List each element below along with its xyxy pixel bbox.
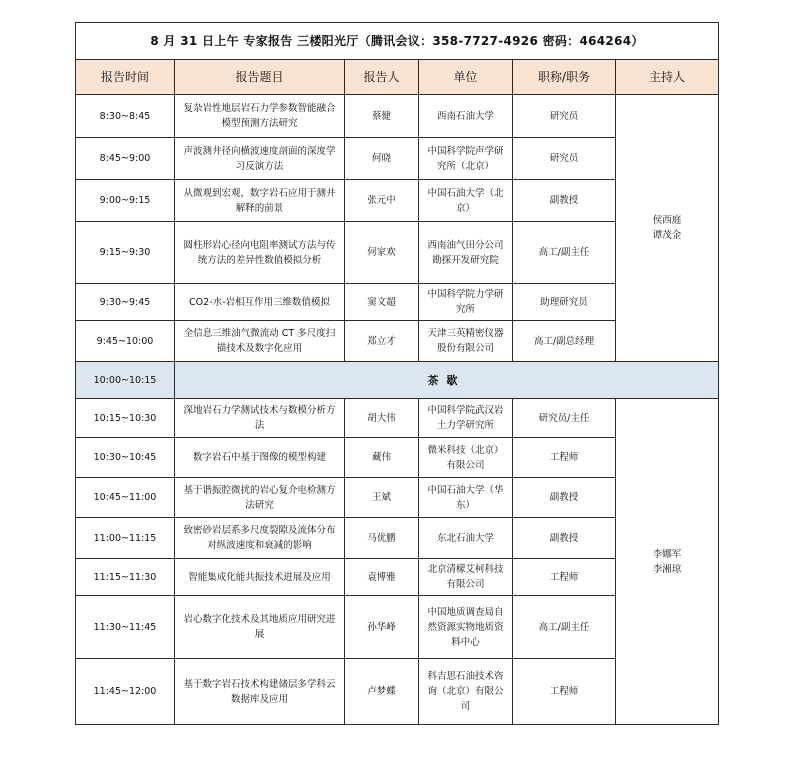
header-row: [76, 60, 719, 95]
report-position: 研究员/主任: [513, 399, 616, 438]
report-unit: 微米科技（北京）有限公司: [419, 438, 513, 478]
report-time: 10:30~10:45: [76, 438, 175, 478]
report-unit: 中国科学院武汉岩土力学研究所: [419, 399, 513, 438]
break-time: 10:00~10:15: [76, 362, 175, 399]
report-position: 工程师: [513, 559, 616, 596]
report-position: 副教授: [513, 180, 616, 222]
report-time: 11:15~11:30: [76, 559, 175, 596]
table-row: [76, 95, 719, 138]
report-time: 10:45~11:00: [76, 478, 175, 518]
header-speaker: 报告人: [345, 60, 419, 95]
report-speaker: 王斌: [345, 478, 419, 518]
table-row: [76, 399, 719, 438]
report-time: 10:15~10:30: [76, 399, 175, 438]
report-unit: 科吉思石油技术咨询（北京）有限公司: [419, 659, 513, 725]
report-time: 8:30~8:45: [76, 95, 175, 138]
report-speaker: 何晓: [345, 138, 419, 180]
report-unit: 西南油气田分公司勘探开发研究院: [419, 222, 513, 284]
report-speaker: 胡大伟: [345, 399, 419, 438]
report-unit: 中国地质调查局自然资源实物地质资料中心: [419, 596, 513, 659]
report-position: 工程师: [513, 659, 616, 725]
host-name: 李娜军: [652, 548, 682, 560]
report-topic: 深地岩石力学测试技术与数模分析方法: [175, 399, 345, 438]
report-time: 9:45~10:00: [76, 321, 175, 362]
report-time: 11:30~11:45: [76, 596, 175, 659]
report-speaker: 马优鹏: [345, 518, 419, 559]
report-time: 9:15~9:30: [76, 222, 175, 284]
report-speaker: 何家欢: [345, 222, 419, 284]
report-topic: 声波测井径向横波速度剖面的深度学习反演方法: [175, 138, 345, 180]
schedule-title: 8 月 31 日上午 专家报告 三楼阳光厅（腾讯会议：358-7727-4926 密码：464264）: [76, 23, 719, 60]
report-unit: 西南石油大学: [419, 95, 513, 138]
report-position: 副教授: [513, 478, 616, 518]
report-position: 高工/副总经理: [513, 321, 616, 362]
header-topic: 报告题目: [175, 60, 345, 95]
report-topic: 基于谐振腔微扰的岩心复介电检测方法研究: [175, 478, 345, 518]
report-unit: 东北石油大学: [419, 518, 513, 559]
report-topic: 复杂岩性地层岩石力学参数智能融合模型预测方法研究: [175, 95, 345, 138]
report-unit: 中国石油大学（北京）: [419, 180, 513, 222]
header-host: 主持人: [616, 60, 719, 95]
header-unit: 单位: [419, 60, 513, 95]
report-position: 高工/副主任: [513, 222, 616, 284]
report-time: 9:30~9:45: [76, 284, 175, 321]
report-speaker: 孙华峰: [345, 596, 419, 659]
report-topic: 数字岩石中基于图像的模型构建: [175, 438, 345, 478]
report-topic: 岩心数字化技术及其地质应用研究进展: [175, 596, 345, 659]
report-speaker: 藏伟: [345, 438, 419, 478]
report-position: 研究员: [513, 95, 616, 138]
report-topic: 致密砂岩层系多尺度裂隙及流体分布对纵波速度和衰减的影响: [175, 518, 345, 559]
host-cell-morning-1: [616, 95, 719, 362]
host-name: 侯西庭: [652, 215, 682, 226]
schedule-table: [75, 22, 719, 725]
report-unit: 中国石油大学（华东）: [419, 478, 513, 518]
report-position: 助理研究员: [513, 284, 616, 321]
report-topic: 圆柱形岩心径向电阻率测试方法与传统方法的差异性数值模拟分析: [175, 222, 345, 284]
report-unit: 天津三英精密仪器股份有限公司: [419, 321, 513, 362]
header-time: 报告时间: [76, 60, 175, 95]
report-topic: 全信息三维油气微流动 CT 多尺度扫描技术及数字化应用: [175, 321, 345, 362]
report-position: 研究员: [513, 138, 616, 180]
report-unit: 中国科学院声学研究所（北京）: [419, 138, 513, 180]
report-time: 11:00~11:15: [76, 518, 175, 559]
report-speaker: 蔡健: [345, 95, 419, 138]
report-speaker: 卢梦蝶: [345, 659, 419, 725]
report-speaker: 窦文超: [345, 284, 419, 321]
break-label: 茶歇: [175, 362, 719, 399]
report-position: 工程师: [513, 438, 616, 478]
report-position: 高工/副主任: [513, 596, 616, 659]
host-name: 李湘琼: [652, 563, 682, 575]
report-topic: CO2-水-岩相互作用三维数值模拟: [175, 284, 345, 321]
report-speaker: 郑立才: [345, 321, 419, 362]
host-cell-morning-2: [616, 399, 719, 725]
report-time: 9:00~9:15: [76, 180, 175, 222]
schedule-sheet: [75, 22, 718, 725]
report-time: 11:45~12:00: [76, 659, 175, 725]
tea-break-row: [76, 362, 719, 399]
report-unit: 北京清檬艾柯科技有限公司: [419, 559, 513, 596]
report-speaker: 袁博雅: [345, 559, 419, 596]
report-position: 副教授: [513, 518, 616, 559]
report-time: 8:45~9:00: [76, 138, 175, 180]
report-topic: 智能集成化能共振技术进展及应用: [175, 559, 345, 596]
host-name: 谭茂金: [652, 230, 682, 241]
report-unit: 中国科学院力学研究所: [419, 284, 513, 321]
header-position: 职称/职务: [513, 60, 616, 95]
report-topic: 基于数字岩石技术构建储层多学科云数据库及应用: [175, 659, 345, 725]
report-topic: 从微观到宏观，数字岩石应用于测井解释的前景: [175, 180, 345, 222]
report-speaker: 张元中: [345, 180, 419, 222]
